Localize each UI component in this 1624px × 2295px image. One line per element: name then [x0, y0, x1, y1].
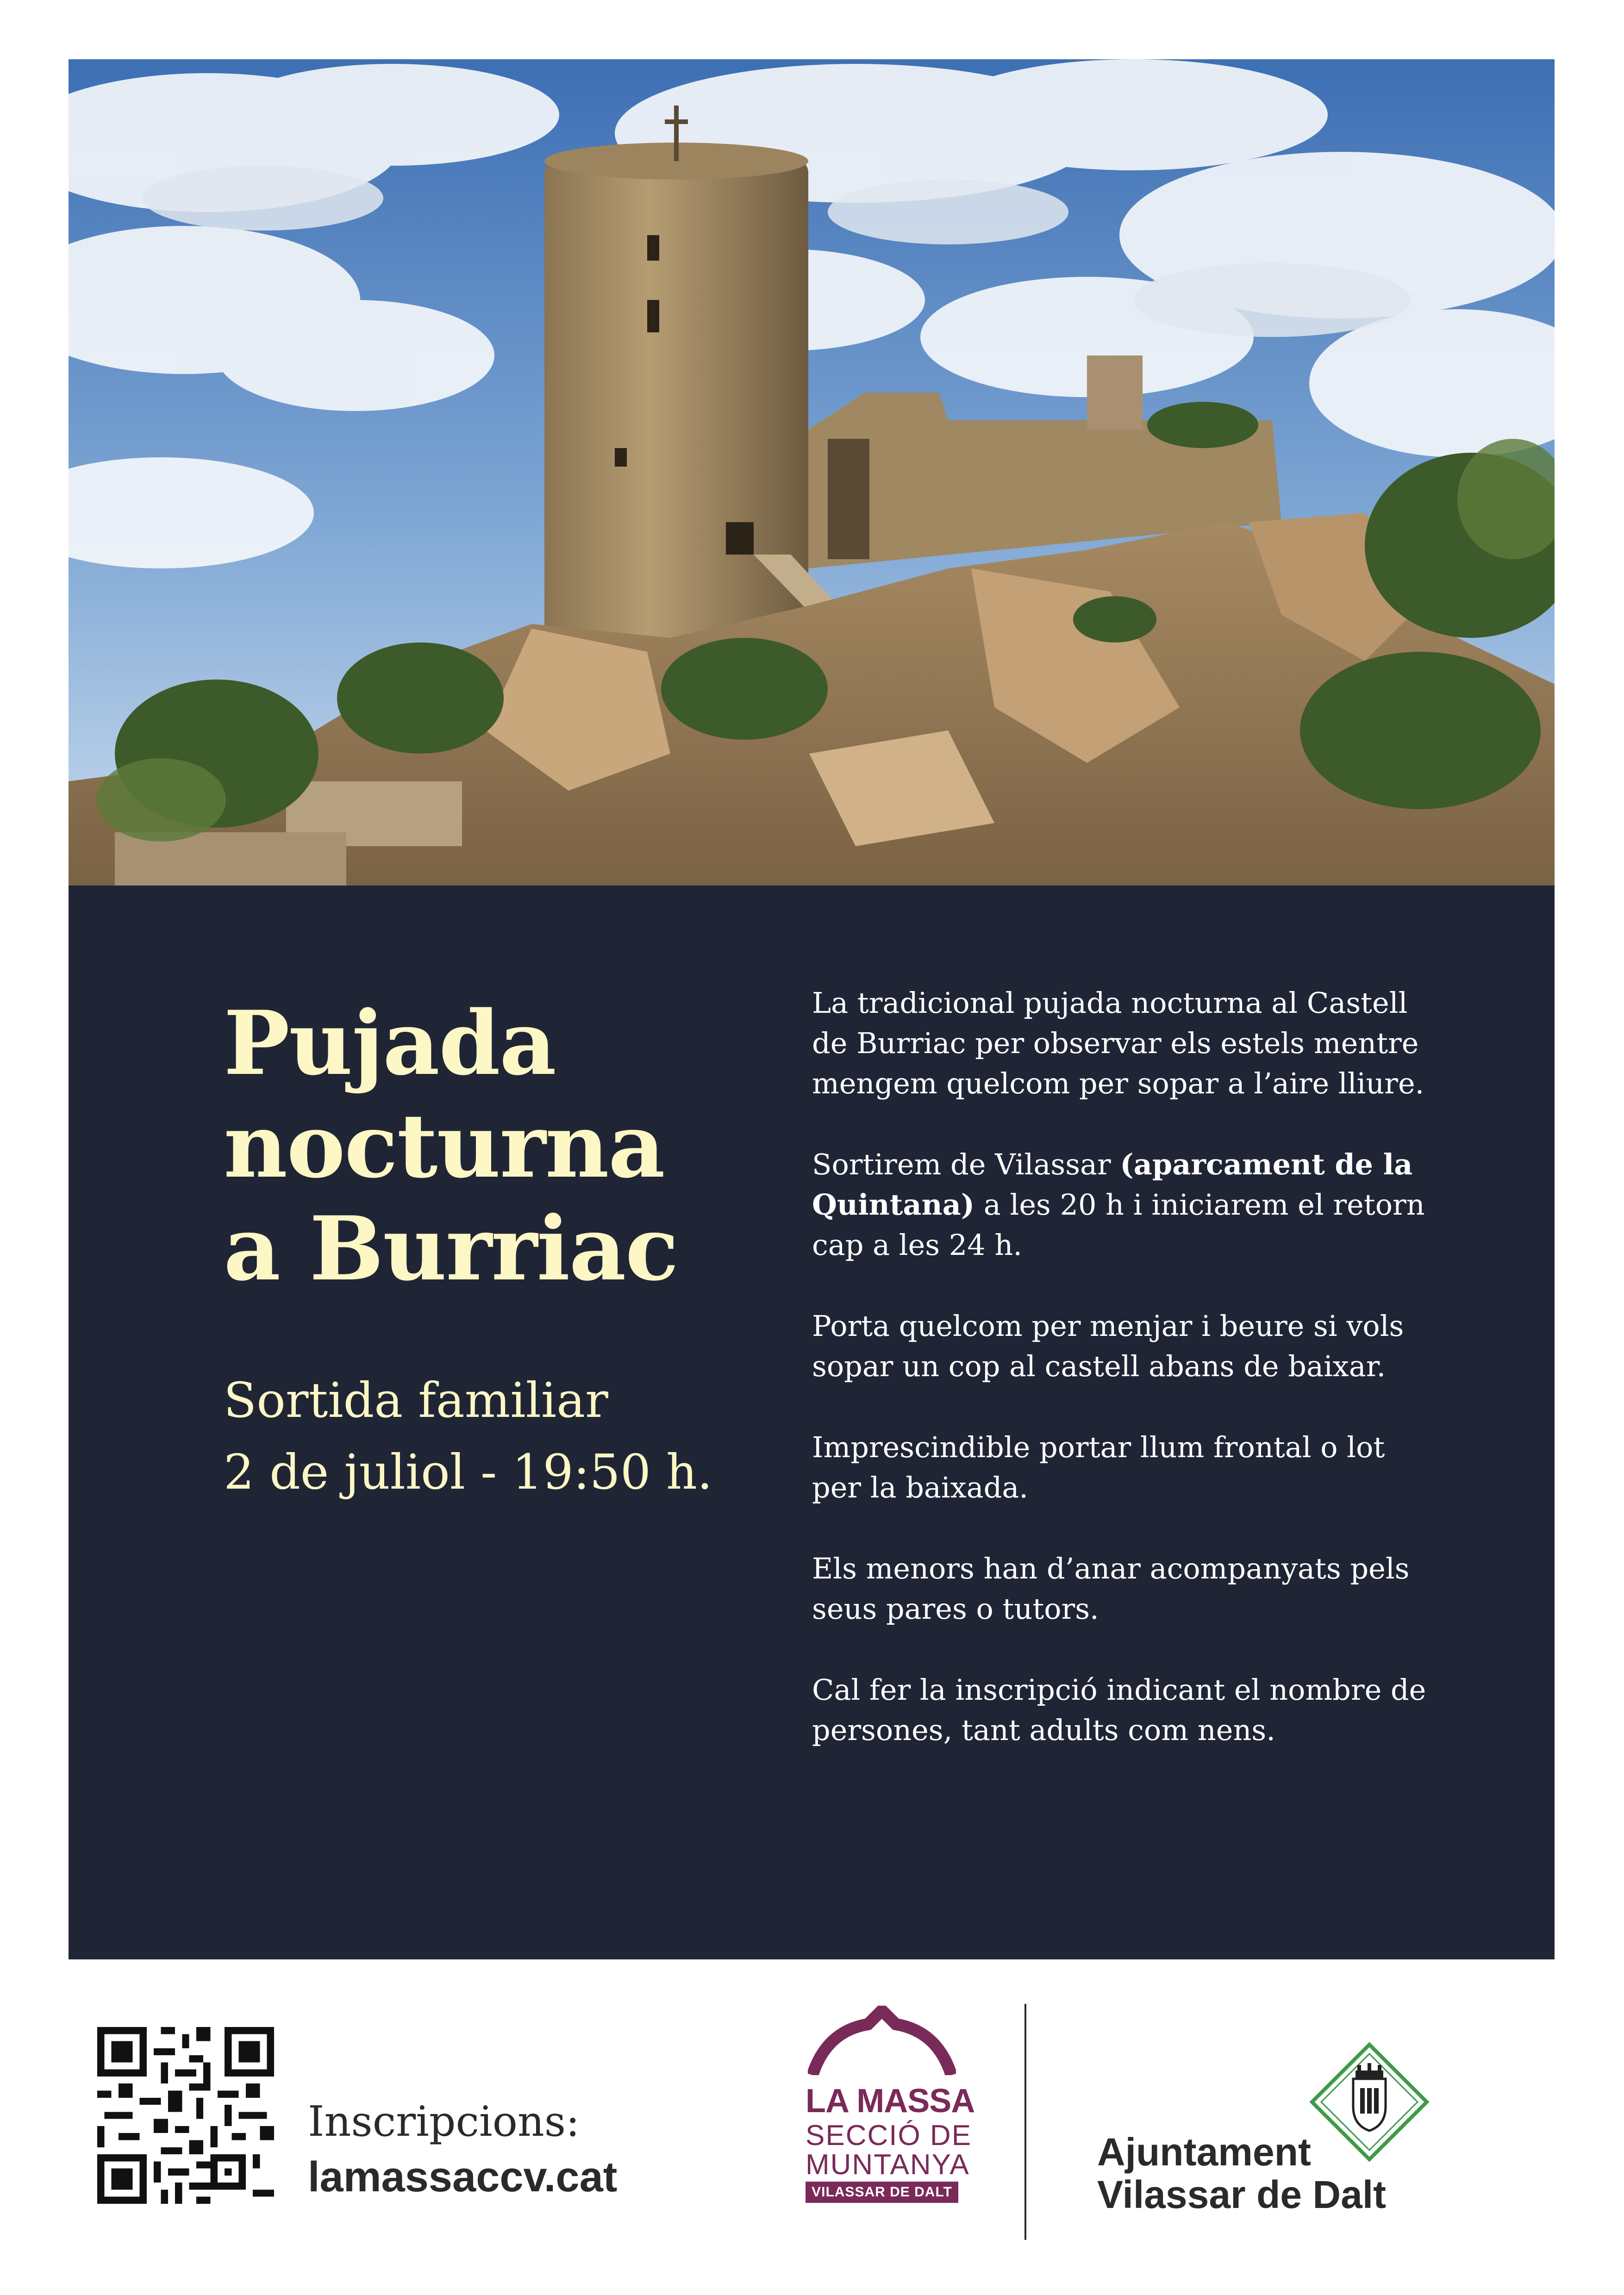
- description-paragraph: La tradicional pujada nocturna al Castell de Burriac per observar els estels mentre mengem quelcom per sopar a l’aire lliure.: [812, 986, 1424, 1100]
- event-title: [224, 992, 779, 1300]
- light-paragraph: Imprescindible portar llum frontal o lot per la baixada.: [812, 1430, 1385, 1504]
- subtitle-type: Sortida familiar: [224, 1372, 608, 1428]
- lamassa-town: VILASSAR DE DALT: [806, 2182, 958, 2203]
- inscriptions-link[interactable]: lamassaccv.cat: [308, 2153, 618, 2201]
- castle-photo: [69, 59, 1555, 886]
- info-panel: [69, 886, 1555, 1959]
- ajuntament-town: Vilassar de Dalt: [1097, 2173, 1387, 2216]
- title-line: Pujada: [224, 992, 556, 1095]
- lamassa-name: LA MASSA: [806, 2083, 975, 2120]
- title-line: nocturna: [224, 1094, 664, 1197]
- logo-divider: [1024, 2004, 1026, 2240]
- event-subtitle: [224, 1365, 825, 1508]
- lamassa-logo: [806, 2006, 975, 2237]
- ajuntament-line: Ajuntament: [1097, 2130, 1311, 2174]
- registration-paragraph: Cal fer la inscripció indicant el nombre de persones, tant adults com nens.: [812, 1673, 1426, 1747]
- subtitle-date: 2 de juliol - 19:50 h.: [224, 1444, 713, 1500]
- food-paragraph: Porta quelcom per menjar i beure si vols sopar un cop al castell abans de baixar.: [812, 1309, 1404, 1383]
- ajuntament-wordmark: [1097, 2131, 1449, 2216]
- title-line: a Burriac: [224, 1197, 678, 1300]
- departure-text-before: Sortirem de Vilassar: [812, 1148, 1120, 1181]
- minors-paragraph: Els menors han d’anar acompanyats pels seus pares o tutors.: [812, 1552, 1410, 1626]
- departure-paragraph: [812, 1144, 1432, 1265]
- castle-illustration: [69, 59, 1555, 886]
- lamassa-arch-icon: [808, 2006, 956, 2075]
- inscriptions-label: Inscripcions:: [308, 2097, 580, 2146]
- footer: [0, 1959, 1624, 2295]
- departure-text-after: a les 20 h i iniciarem el retorn cap a les 24 h.: [812, 1188, 1425, 1262]
- lamassa-mountain: MUNTANYA: [806, 2149, 970, 2181]
- event-description: [812, 983, 1432, 1791]
- lamassa-section: SECCIÓ DE: [806, 2120, 972, 2152]
- departure-location: (aparcament de la Quintana): [812, 1148, 1413, 1222]
- qr-code-icon[interactable]: [97, 2027, 274, 2204]
- qr-code-graphic: [97, 2027, 274, 2204]
